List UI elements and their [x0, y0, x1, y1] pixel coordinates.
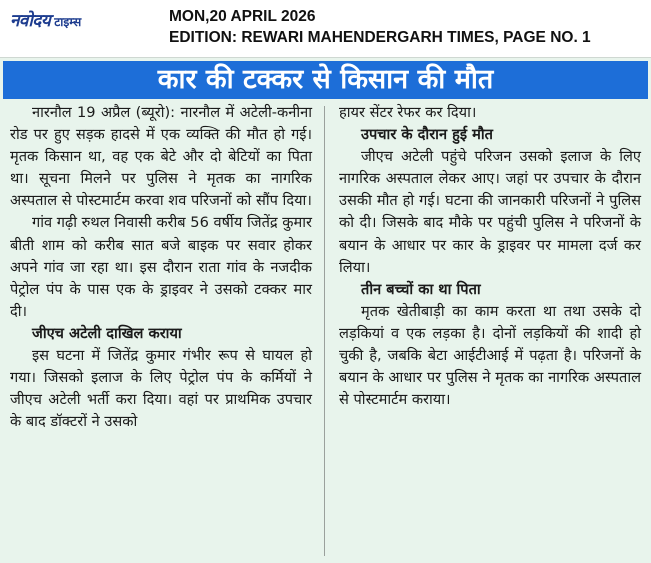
- subheading: जीएच अटेली दाखिल कराया: [32, 324, 182, 342]
- headline: कार की टक्कर से किसान की मौत: [3, 61, 648, 99]
- paragraph: इस घटना में जितेंद्र कुमार गंभीर रूप से घायल हो गया। जिसको इलाज के लिए पेट्रोल पंप के कर्मियों ने जीएच अटेली भर्ती करा दिया। वहां पर प्राथमिक उपचार के बाद डॉक्टरों ने उसको: [10, 347, 312, 431]
- date-line: MON,20 APRIL 2026: [169, 8, 316, 25]
- edition-info: [169, 6, 591, 48]
- subheading: तीन बच्चों का था पिता: [361, 280, 481, 298]
- paragraph: मृतक खेतीबाड़ी का काम करता था तथा उसके दो लड़कियां व एक लड़का है। दोनों लड़कियों की शादी हो चुकी है, जबकि बेटा आईटीआई में पढ़ता है। परिजनों के बयान के आधार पर पुलिस ने मृतक का नागरिक अस्पताल से पोस्टमार्टम कराया।: [339, 302, 641, 409]
- newspaper-logo: [10, 8, 81, 31]
- paragraph: गांव गढ़ी रुथल निवासी करीब 56 वर्षीय जितेंद्र कुमार बीती शाम को करीब सात बजे बाइक पर सवार होकर अपने गांव जा रहा था। इस दौरान राता गांव के नजदीक पेट्रोल पंप के पास एक के ड्राइवर ने उसको टक्कर मार दी।: [10, 214, 312, 320]
- paragraph: नारनौल 19 अप्रैल (ब्यूरो): नारनौल में अटेली-कनीना रोड पर हुए सड़क हादसे में एक व्यक्ति की मौत हो गई। मृतक किसान था, वह एक बेटे और दो बेटियों का पिता था। सूचना मिलने पर पुलिस ने मृतक का नागरिक अस्पताल से पोस्टमार्टम करवा शव परिजनों को सौंप दिया।: [10, 104, 312, 210]
- news-article: [0, 57, 651, 563]
- logo-sub-text: टाइम्स: [54, 15, 82, 29]
- right-column: [339, 102, 641, 411]
- page-header: [0, 0, 651, 56]
- column-divider: [324, 106, 325, 556]
- left-column: [10, 102, 312, 433]
- paragraph: जीएच अटेली पहुंचे परिजन उसको इलाज के लिए नागरिक अस्पताल लेकर आए। जहां पर उपचार के दौरान उसकी मौत हो गई। घटना की जानकारी परिजनों ने पुलिस को दी। जिसके बाद मौके पर पहुंची पुलिस ने परिजनों के बयान के आधार पर कार के ड्राइवर पर मामला दर्ज कर लिया।: [339, 148, 642, 276]
- paragraph-continued: हायर सेंटर रेफर कर दिया।: [339, 104, 477, 121]
- edition-line: EDITION: REWARI MAHENDERGARH TIMES, PAGE NO. 1: [169, 29, 591, 46]
- subheading: उपचार के दौरान हुई मौत: [361, 126, 493, 144]
- logo-main-text: नवोदय: [10, 11, 51, 31]
